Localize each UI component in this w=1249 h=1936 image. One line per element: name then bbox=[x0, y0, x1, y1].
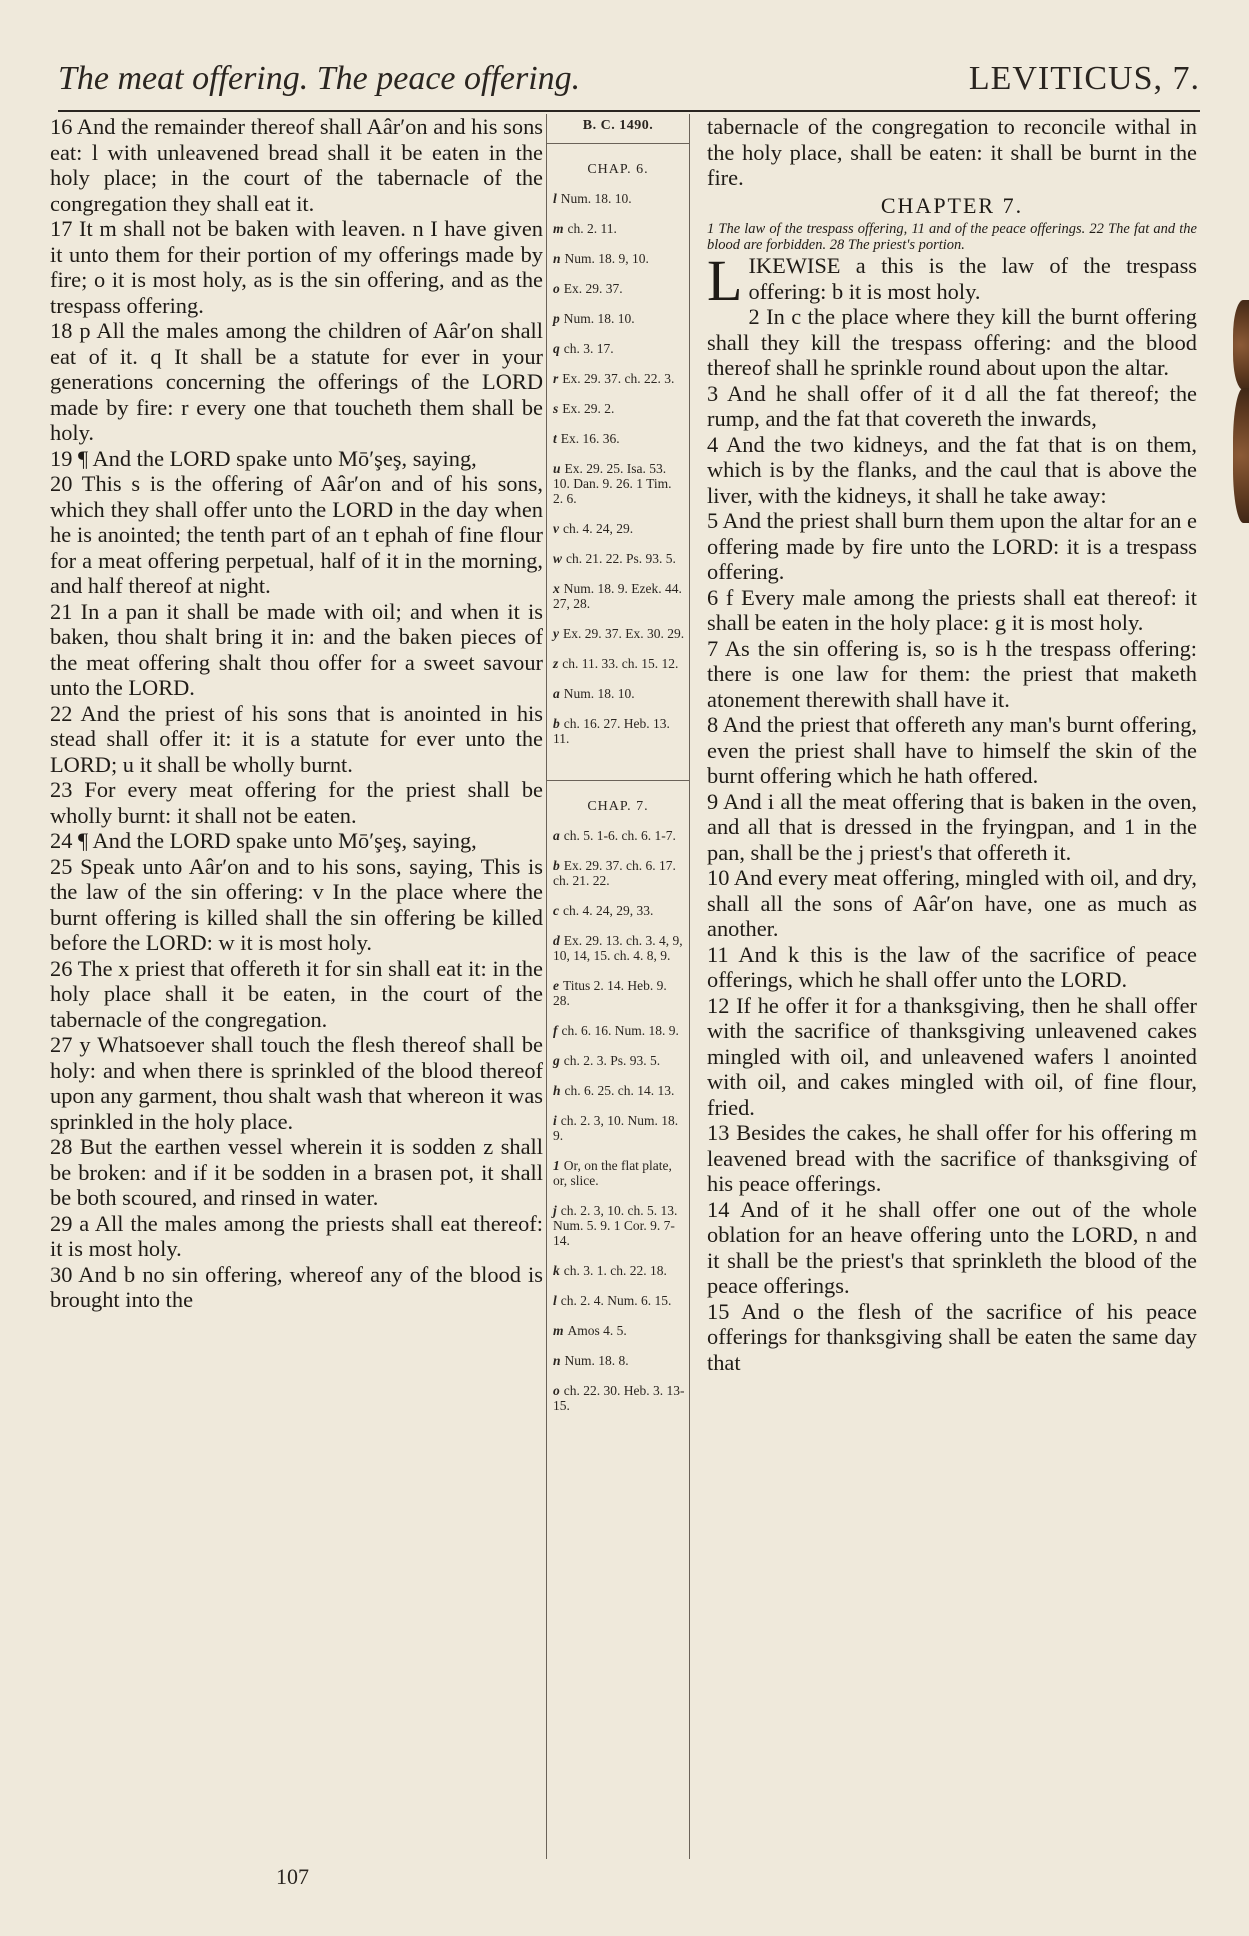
divider bbox=[547, 780, 689, 781]
era-date: B. C. 1490. bbox=[582, 118, 654, 133]
cross-reference bbox=[553, 858, 685, 888]
verse: 23 For every meat offering for the priest shall be wholly burnt: it shall not be eaten. bbox=[50, 777, 543, 828]
reference-text: Ex. 29. 25. Isa. 53. 10. Dan. 9. 26. 1 Tim. 2. 6. bbox=[553, 461, 672, 506]
verse: 27 y Whatsoever shall touch the flesh thereof shall be holy: and when there is sprinkled of the blood thereof upon any garment, thou shalt wash that whereon it was sprinkled in the holy place. bbox=[50, 1032, 543, 1134]
thumb-index-tab bbox=[1233, 300, 1249, 390]
reference-text: ch. 4. 24, 29. bbox=[563, 521, 634, 536]
divider bbox=[547, 143, 689, 144]
cross-reference bbox=[553, 221, 685, 236]
verse: 24 ¶ And the LORD spake unto Mō′şeş, saying, bbox=[50, 828, 477, 853]
verse: 29 a All the males among the priests shall eat thereof: it is most holy. bbox=[50, 1210, 543, 1261]
verse: 26 The x priest that offereth it for sin shall eat it: in the holy place shall it be eaten, in the court of the tabernacle of the congregation. bbox=[50, 955, 543, 1032]
verse-first bbox=[707, 248, 1197, 313]
verse: 25 Speak unto Aâr′on and to his sons, saying, This is the law of the sin offering: v In the place where the burnt offering is killed shall the sin offering be killed before the LORD: w it is most holy. bbox=[50, 853, 543, 955]
references-chapter-7 bbox=[547, 828, 689, 1413]
left-column bbox=[50, 114, 543, 1313]
reference-text: Num. 18. 10. bbox=[563, 311, 635, 326]
verse: 13 Besides the cakes, he shall offer for his offering m leavened bread with the sacrifice of thanksgiving of his peace offerings. bbox=[707, 1120, 1197, 1196]
cross-reference bbox=[553, 281, 685, 296]
cross-reference bbox=[553, 903, 685, 918]
reference-key: w bbox=[553, 551, 563, 566]
reference-text: ch. 11. 33. ch. 15. 12. bbox=[562, 656, 679, 671]
drop-cap: L bbox=[707, 248, 743, 313]
reference-key: l bbox=[553, 191, 557, 206]
reference-text: Or, on the flat plate, or, slice. bbox=[553, 1158, 672, 1188]
references-chapter-6 bbox=[547, 191, 689, 746]
verse: 3 And he shall offer of it d all the fat thereof; the rump, and the fat that covereth the inwards, bbox=[707, 380, 1197, 431]
reference-key: o bbox=[553, 1383, 560, 1398]
verse: 10 And every meat offering, mingled with oil, and dry, shall all the sons of Aâr′on have, one as much as another. bbox=[707, 865, 1197, 941]
header-topic: The meat offering. The peace offering. bbox=[58, 60, 581, 97]
verse: tabernacle of the congregation to reconcile withal in the holy place, shall be eaten: it shall be burnt in the fire. bbox=[707, 114, 1197, 190]
reference-text: ch. 2. 11. bbox=[567, 221, 617, 236]
reference-key: a bbox=[553, 828, 560, 843]
cross-reference bbox=[553, 581, 685, 611]
reference-text: Num. 18. 9, 10. bbox=[564, 251, 649, 266]
reference-text: Ex. 29. 37. bbox=[563, 281, 623, 296]
verse: 30 And b no sin offering, whereof any of the blood is brought into the bbox=[50, 1261, 543, 1312]
chapter-heading: CHAPTER 7. bbox=[880, 192, 1024, 218]
reference-text: ch. 2. 4. Num. 6. 15. bbox=[560, 1293, 672, 1308]
reference-text: ch. 4. 24, 29, 33. bbox=[563, 903, 654, 918]
cross-reference bbox=[553, 1353, 685, 1368]
verse: 7 As the sin offering is, so is h the trespass offering: there is one law for them: the priest that maketh atonement therewith shall have it. bbox=[707, 635, 1197, 712]
reference-key: p bbox=[553, 311, 560, 326]
reference-key: b bbox=[553, 716, 560, 731]
reference-text: ch. 3. 1. ch. 22. 18. bbox=[563, 1263, 667, 1278]
reference-key: x bbox=[553, 581, 560, 596]
reference-text: ch. 16. 27. Heb. 13. 11. bbox=[553, 716, 670, 746]
reference-text: Num. 18. 8. bbox=[564, 1353, 629, 1368]
verse: 6 f Every male among the priests shall eat thereof: it shall be eaten in the holy place: g it is most holy. bbox=[707, 584, 1197, 635]
reference-text: Ex. 29. 37. Ex. 30. 29. bbox=[563, 626, 685, 641]
verse: 9 And i all the meat offering that is baken in the oven, and all that is dressed in the fryingpan, and 1 in the pan, shall be the j priest's that offereth it. bbox=[707, 788, 1197, 865]
verse: 2 In c the place where they kill the burnt offering shall they kill the trespass offering: and the blood thereof shall he sprinkle round about upon the altar. bbox=[707, 304, 1197, 380]
cross-reference bbox=[553, 978, 685, 1008]
verse: 21 In a pan it shall be made with oil; and when it is baken, thou shalt bring it in: and the baken pieces of the meat offering shalt thou offer for a sweet savour unto the LORD. bbox=[50, 598, 543, 700]
verse: 19 ¶ And the LORD spake unto Mō′şeş, saying, bbox=[50, 445, 477, 471]
reference-key: v bbox=[553, 521, 559, 536]
cross-reference bbox=[553, 933, 685, 963]
reference-text: Ex. 29. 2. bbox=[562, 401, 615, 416]
reference-text: ch. 3. 17. bbox=[563, 341, 614, 356]
chapter-summary: 1 The law of the trespass offering, 11 and of the peace offerings. 22 The fat and the blood are forbidden. 28 The priest's portion. bbox=[707, 221, 1197, 253]
reference-key: m bbox=[553, 1323, 564, 1338]
verse: 16 And the remainder thereof shall Aâr′on and his sons eat: l with unleavened bread shall it be eaten in the holy place; in the court of the tabernacle of the congregation they shall eat it. bbox=[50, 114, 543, 216]
verse: 17 It m shall not be baken with leaven. n I have given it unto them for their portion of my offerings made by fire; o it is most holy, as is the sin offering, and as the trespass offering. bbox=[50, 216, 543, 318]
reference-text: ch. 6. 25. ch. 14. 13. bbox=[564, 1083, 675, 1098]
running-header bbox=[58, 60, 1200, 112]
reference-text: Titus 2. 14. Heb. 9. 28. bbox=[553, 978, 667, 1008]
reference-key: k bbox=[553, 1263, 560, 1278]
cross-reference bbox=[553, 1083, 685, 1098]
reference-text: Num. 18. 10. bbox=[563, 686, 635, 701]
reference-text: ch. 5. 1-6. ch. 6. 1-7. bbox=[563, 828, 676, 843]
reference-text: ch. 21. 22. Ps. 93. 5. bbox=[566, 551, 676, 566]
cross-reference bbox=[553, 626, 685, 641]
reference-key: t bbox=[553, 431, 557, 446]
verse: 20 This s is the offering of Aâr′on and of his sons, which they shall offer unto the LORD in the day when he is anointed; the tenth part of an t ephah of fine flour for a meat offering perpetual, half of it in the morning, and half thereof at night. bbox=[50, 471, 543, 598]
reference-key: m bbox=[553, 221, 564, 236]
verse: 14 And of it he shall offer one out of the whole oblation for an heave offering unto the LORD, n and it shall be the priest's that sprinkleth the blood of the peace offerings. bbox=[707, 1196, 1197, 1298]
verse: 8 And the priest that offereth any man's burnt offering, even the priest shall have to himself the skin of the burnt offering which he hath offered. bbox=[707, 712, 1197, 788]
thumb-index-tab bbox=[1233, 388, 1249, 523]
reference-key: i bbox=[553, 1113, 557, 1128]
reference-key: u bbox=[553, 461, 561, 476]
reference-text: ch. 2. 3. Ps. 93. 5. bbox=[563, 1053, 661, 1068]
reference-key: o bbox=[553, 281, 560, 296]
verse: 15 And o the flesh of the sacrifice of his peace offerings for thanksgiving shall be eaten the same day that bbox=[707, 1298, 1197, 1375]
reference-key: l bbox=[553, 1293, 557, 1308]
reference-text: Num. 18. 10. bbox=[560, 191, 632, 206]
header-book-chapter: LEVITICUS, 7. bbox=[968, 60, 1200, 97]
reference-key: c bbox=[553, 903, 559, 918]
verse: 11 And k this is the law of the sacrifice of peace offerings, which he shall offer unto the LORD. bbox=[707, 941, 1197, 992]
cross-reference bbox=[553, 191, 685, 206]
reference-text: Ex. 16. 36. bbox=[560, 431, 620, 446]
reference-key: s bbox=[553, 401, 559, 416]
reference-key: z bbox=[553, 656, 559, 671]
verse: 18 p All the males among the children of Aâr′on shall eat of it. q It shall be a statute for ever in your generations concerning the offerings of the LORD made by fire: r every one that toucheth them shall be holy. bbox=[50, 318, 543, 445]
reference-text: ch. 6. 16. Num. 18. 9. bbox=[561, 1023, 679, 1038]
reference-text: Amos 4. 5. bbox=[567, 1323, 627, 1338]
reference-key: g bbox=[553, 1053, 560, 1068]
reference-key: r bbox=[553, 371, 559, 386]
cross-reference bbox=[553, 311, 685, 326]
page-number: 107 bbox=[276, 1864, 309, 1889]
reference-key: n bbox=[553, 251, 561, 266]
reference-key: e bbox=[553, 978, 559, 993]
reference-key: j bbox=[553, 1203, 557, 1218]
cross-reference bbox=[553, 551, 685, 566]
reference-text: ch. 2. 3, 10. Num. 18. 9. bbox=[553, 1113, 679, 1143]
verse: 22 And the priest of his sons that is anointed in his stead shall offer it: it is a statute for ever unto the LORD; u it shall be wholly burnt. bbox=[50, 700, 543, 777]
reference-key: b bbox=[553, 858, 560, 873]
reference-key: f bbox=[553, 1023, 558, 1038]
verse-text: IKEWISE a this is the law of the trespass offering: b it is most holy. bbox=[748, 253, 1197, 304]
reference-text: ch. 22. 30. Heb. 3. 13-15. bbox=[553, 1383, 685, 1413]
cross-reference bbox=[553, 828, 685, 843]
reference-text: Ex. 29. 37. ch. 6. 17. ch. 21. 22. bbox=[553, 858, 676, 888]
cross-reference bbox=[553, 1323, 685, 1338]
reference-text: Ex. 29. 37. ch. 22. 3. bbox=[562, 371, 675, 386]
verse: 4 And the two kidneys, and the fat that is on them, which is by the flanks, and the caul that is above the liver, with the kidneys, it shall he take away: bbox=[707, 431, 1197, 508]
reference-key: 1 bbox=[553, 1158, 560, 1173]
cross-reference bbox=[553, 371, 685, 386]
cross-reference bbox=[553, 1053, 685, 1068]
cross-reference bbox=[553, 341, 685, 356]
cross-reference-column bbox=[546, 114, 690, 1859]
chapter-label-6: CHAP. 6. bbox=[587, 162, 649, 177]
reference-key: h bbox=[553, 1083, 561, 1098]
cross-reference bbox=[553, 401, 685, 416]
cross-reference bbox=[553, 1263, 685, 1278]
cross-reference bbox=[553, 716, 685, 746]
right-column bbox=[707, 114, 1197, 1375]
cross-reference bbox=[553, 1023, 685, 1038]
cross-reference bbox=[553, 656, 685, 671]
cross-reference bbox=[553, 1383, 685, 1413]
cross-reference bbox=[553, 521, 685, 536]
reference-key: n bbox=[553, 1353, 561, 1368]
reference-text: ch. 2. 3, 10. ch. 5. 13. Num. 5. 9. 1 Cor. 9. 7-14. bbox=[553, 1203, 678, 1248]
cross-reference bbox=[553, 1158, 685, 1188]
cross-reference bbox=[553, 1203, 685, 1248]
verse: 5 And the priest shall burn them upon the altar for an e offering made by fire unto the LORD: it is a trespass offering. bbox=[707, 508, 1197, 584]
reference-text: Ex. 29. 13. ch. 3. 4, 9, 10, 14, 15. ch. 4. 8, 9. bbox=[553, 933, 683, 963]
cross-reference bbox=[553, 686, 685, 701]
reference-key: a bbox=[553, 686, 560, 701]
cross-reference bbox=[553, 431, 685, 446]
reference-key: q bbox=[553, 341, 560, 356]
reference-key: d bbox=[553, 933, 560, 948]
verse: 12 If he offer it for a thanksgiving, then he shall offer with the sacrifice of thanksgiving unleavened cakes mingled with oil, and unleavened wafers l anointed with oil, and cakes mingled with oil, of fine flour, fried. bbox=[707, 992, 1197, 1120]
cross-reference bbox=[553, 251, 685, 266]
reference-key: y bbox=[553, 626, 559, 641]
cross-reference bbox=[553, 461, 685, 506]
chapter-label-7: CHAP. 7. bbox=[587, 799, 649, 814]
reference-text: Num. 18. 9. Ezek. 44. 27, 28. bbox=[553, 581, 682, 611]
cross-reference bbox=[553, 1113, 685, 1143]
verse: 28 But the earthen vessel wherein it is sodden z shall be broken: and if it be sodden in a brasen pot, it shall be both scoured, and rinsed in water. bbox=[50, 1134, 543, 1210]
cross-reference bbox=[553, 1293, 685, 1308]
